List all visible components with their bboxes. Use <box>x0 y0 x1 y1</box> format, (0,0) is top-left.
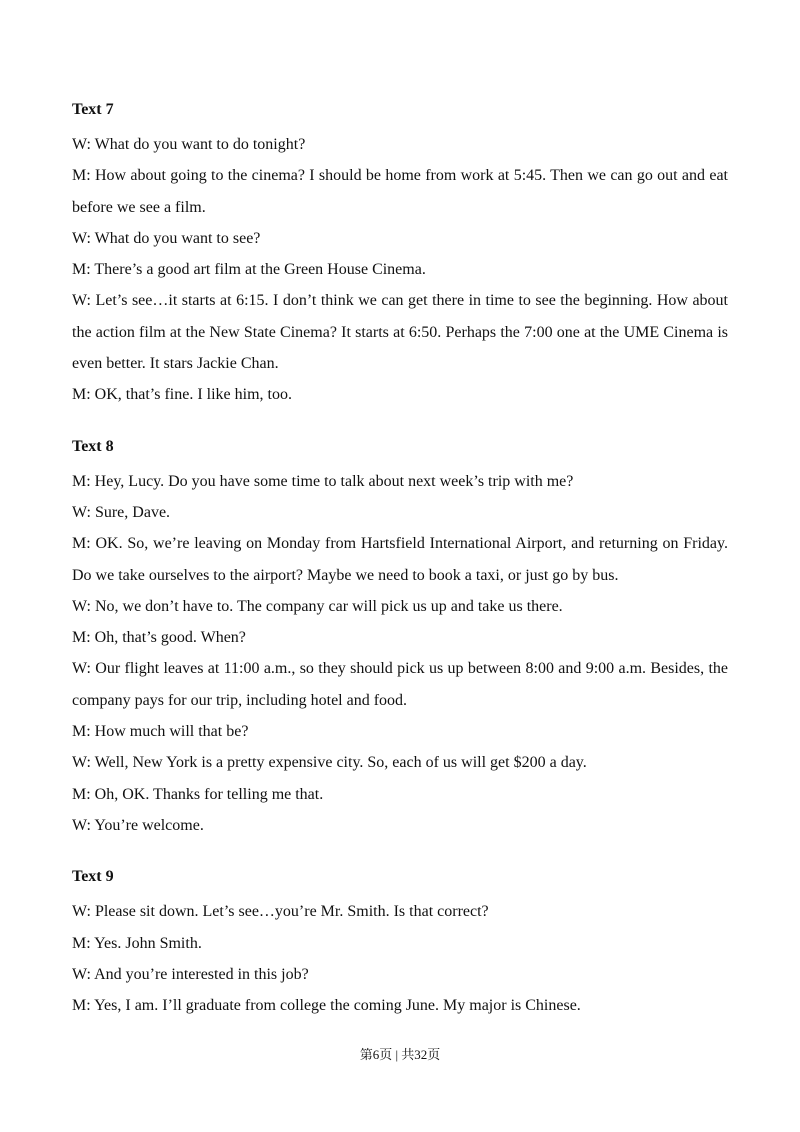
dialogue-line: M: Yes. John Smith. <box>72 934 202 952</box>
dialogue-line: W: Sure, Dave. <box>72 503 171 521</box>
document-body <box>72 98 728 1021</box>
dialogue-line: M: Yes, I am. I’ll graduate from college the coming June. My major is Chinese. <box>72 997 581 1015</box>
dialogue-line: W: Let’s see…it starts at 6:15. I don’t think we can get there in time to see the beginning. How about the action film at the New State Cinema? It starts at 6:50. Perhaps the 7:00 one at the UME Cinema is even better. It stars Jackie Chan. <box>72 292 728 373</box>
section-text-8 <box>72 435 728 842</box>
dialogue-line: W: Well, New York is a pretty expensive city. So, each of us will get $200 a day. <box>72 754 587 772</box>
dialogue-line: W: Please sit down. Let’s see…you’re Mr. Smith. Is that correct? <box>72 903 489 921</box>
dialogue-line: W: No, we don’t have to. The company car will pick us up and take us there. <box>72 597 563 615</box>
section-heading: Text 9 <box>72 868 114 886</box>
dialogue-line: M: OK. So, we’re leaving on Monday from Hartsfield International Airport, and returning on Friday. Do we take ourselves to the airport? Maybe we need to book a taxi, or just go by bus. <box>72 535 728 584</box>
section-heading: Text 7 <box>72 101 114 118</box>
dialogue-line: W: And you’re interested in this job? <box>72 965 309 983</box>
section-heading: Text 8 <box>72 437 114 455</box>
dialogue-line: W: What do you want to do tonight? <box>72 136 306 153</box>
page-footer: 第6页 | 共32页 <box>359 1047 441 1062</box>
dialogue-line: W: You’re welcome. <box>72 816 204 834</box>
dialogue-line: M: How much will that be? <box>72 723 249 741</box>
section-text-7 <box>72 98 728 411</box>
section-text-9 <box>72 865 728 1021</box>
dialogue-line: M: How about going to the cinema? I should be home from work at 5:45. Then we can go out and eat before we see a film. <box>72 167 728 216</box>
dialogue-line: W: Our flight leaves at 11:00 a.m., so they should pick us up between 8:00 and 9:00 a.m. Besides, the company pays for our trip, including hotel and food. <box>72 660 728 709</box>
dialogue-line: M: Oh, OK. Thanks for telling me that. <box>72 785 324 803</box>
dialogue-line: W: What do you want to see? <box>72 229 261 247</box>
dialogue-line: M: Oh, that’s good. When? <box>72 629 246 647</box>
dialogue-line: M: There’s a good art film at the Green House Cinema. <box>72 261 426 279</box>
dialogue-line: M: OK, that’s fine. I like him, too. <box>72 386 292 404</box>
dialogue-line: M: Hey, Lucy. Do you have some time to talk about next week’s trip with me? <box>72 472 574 490</box>
